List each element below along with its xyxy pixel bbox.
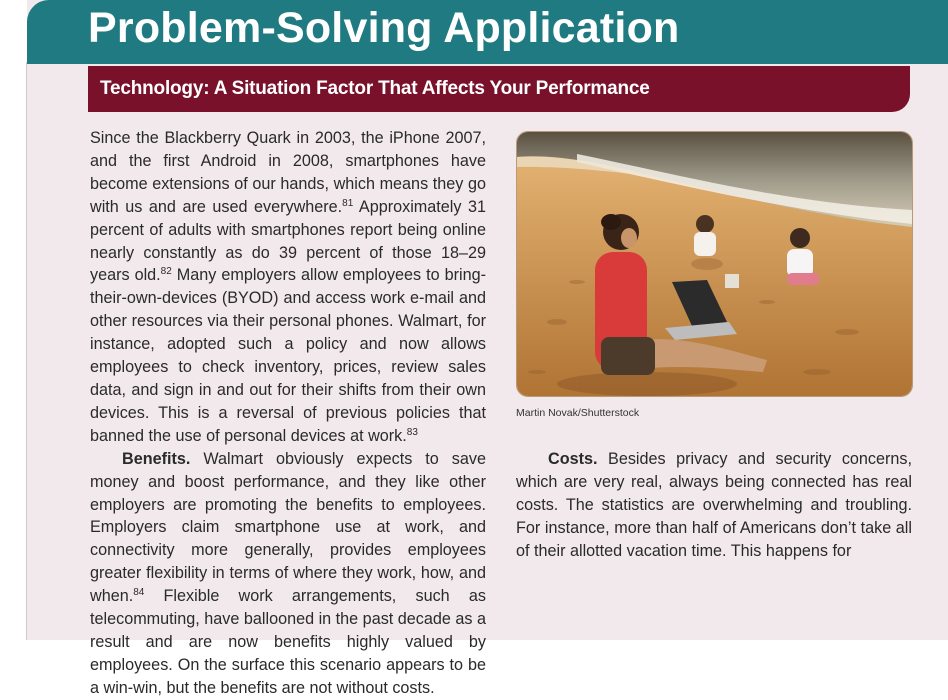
sand-bucket <box>725 274 739 288</box>
footnote-ref: 84 <box>133 587 145 599</box>
benefits-text-2: Flexible work arrangements, such as telecommuting, have ballooned in the past decade as a result and are now benefits highly valued by employees. On the surface this scenario appears to be a win-win, but the benefits are not without costs. <box>90 587 486 697</box>
intro-text-1: Since the Blackberry Quark in 2003, the iPhone 2007, and the first Android in 2008, smartphones have become extensions of our hands, which means they go with us and are used everywhere. <box>90 129 486 216</box>
section-subtitle: Technology: A Situation Factor That Affects Your Performance <box>100 78 650 99</box>
beach-photo <box>516 131 913 397</box>
right-column <box>516 448 912 563</box>
benefits-paragraph <box>90 448 486 700</box>
footnote-ref: 82 <box>160 266 172 278</box>
costs-text: Besides privacy and security concerns, which are very real, always being connected has real costs. The statistics are overwhelming and troubling. For instance, more than half of Americans don’t take all of their allotted vacation time. This happens for <box>516 450 912 560</box>
intro-text-2: Approximately 31 percent of adults with smartphones report being online nearly constantly as do 39 percent of those 18–29 years old. <box>90 197 487 285</box>
footnote-ref: 81 <box>342 197 354 209</box>
costs-heading: Costs. <box>548 450 598 468</box>
page-gutter <box>0 0 27 640</box>
benefits-heading: Benefits. <box>122 449 191 468</box>
beach-photo-illustration <box>517 132 912 396</box>
intro-paragraph <box>90 127 486 448</box>
intro-text-3: Many employers allow employees to bring-their-own-devices (BYOD) and access work e-mail and other resources via their personal phones. Walmart, for instance, adopted such a policy and now allows employees to check inventory, prices, review sales data, and sign in and out for their shifts from their own devices. This is a reversal of previous policies that banned the use of personal devices at work. <box>90 266 486 445</box>
left-column <box>90 127 486 700</box>
benefits-text-1: Walmart obviously expects to save money and boost performance, and they like other employers are promoting the benefits to employees. Employers claim smartphone use at work, and connectivity more generally, provides employees greater flexibility in terms of where they work, how, and when. <box>90 449 486 606</box>
footnote-ref: 83 <box>406 426 418 438</box>
costs-paragraph <box>516 448 912 563</box>
photo-credit: Martin Novak/Shutterstock <box>516 407 640 419</box>
page-title: Problem-Solving Application <box>88 4 680 52</box>
